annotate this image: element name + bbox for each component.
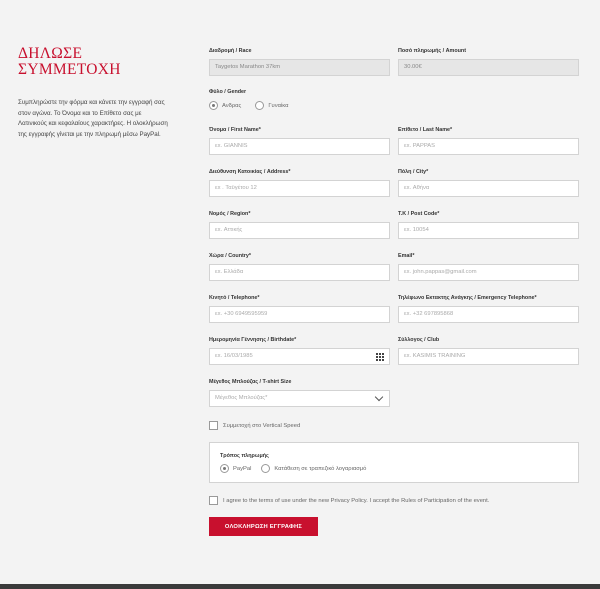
birthdate-placeholder: εx. 16/03/1985 [215, 353, 253, 359]
phone-label: Κινητό / Telephone* [209, 295, 260, 301]
birthdate-label: Ημερομηνία Γέννησης / Birthdate* [209, 337, 297, 343]
city-input[interactable]: εx. Αθήνα [398, 180, 579, 197]
race-input: Taygetos Marathon 37km [209, 59, 390, 76]
amount-input: 30.00€ [398, 59, 579, 76]
submit-registration-button[interactable]: ΟΛΟΚΛΗΡΩΣΗ ΕΓΓΡΑΦΗΣ [209, 517, 318, 536]
gender-label: Φύλο / Gender [209, 89, 247, 95]
phone-field [209, 295, 390, 323]
email-field [398, 253, 579, 281]
gender-options [209, 101, 288, 110]
last-name-field [398, 127, 579, 155]
postcode-input[interactable]: εx. 10054 [398, 222, 579, 239]
checkbox-icon[interactable] [209, 421, 218, 430]
gender-field [209, 89, 288, 110]
country-field [209, 253, 390, 281]
emergency-phone-input[interactable]: εx. +32 697895868 [398, 306, 579, 323]
payment-option-label: Κατάθεση σε τραπεζικό λογαριασμό [274, 465, 367, 472]
payment-options [220, 464, 568, 473]
gender-option-male[interactable] [209, 101, 241, 110]
birthdate-field [209, 337, 390, 365]
page-title [18, 46, 168, 78]
terms-checkbox[interactable] [209, 496, 489, 505]
club-input[interactable]: εx. KASIMIS TRAINING [398, 348, 579, 365]
region-field [209, 211, 390, 239]
payment-method-label: Τρόπος πληρωμής [220, 453, 269, 459]
last-name-label: Επίθετο / Last Name* [398, 127, 453, 133]
first-name-label: Όνομα / First Name* [209, 127, 261, 133]
phone-input[interactable]: εx. +30 6949595959 [209, 306, 390, 323]
country-input[interactable]: εx. Ελλάδα [209, 264, 390, 281]
gender-option-label: Γυναίκα [268, 102, 289, 109]
gender-option-label: Ανδρας [222, 102, 242, 109]
radio-selected-icon[interactable] [220, 464, 229, 473]
address-label: Διεύθυνση Κατοικίας / Address* [209, 169, 291, 175]
radio-selected-icon[interactable] [209, 101, 218, 110]
tshirt-placeholder: Μέγεθος Μπλούζας* [215, 395, 268, 401]
last-name-input[interactable]: εx. PAPPAS [398, 138, 579, 155]
title-line-2: ΣΥΜΜΕΤΟΧΗ [18, 61, 121, 78]
terms-label: I agree to the terms of use under the new Privacy Policy. I accept the Rules of Participation of the event. [223, 497, 490, 504]
address-field [209, 169, 390, 197]
birthdate-input[interactable] [209, 348, 390, 365]
first-name-input[interactable]: εx. GIANNIS [209, 138, 390, 155]
payment-option-bank-transfer[interactable] [261, 464, 366, 473]
club-field [398, 337, 579, 365]
email-label: Email* [398, 253, 415, 259]
city-label: Πόλη / City* [398, 169, 429, 175]
vertical-speed-checkbox[interactable] [209, 421, 300, 430]
tshirt-label: Μέγεθος Μπλούζας / T-shirt Size [209, 379, 292, 385]
footer-bar [0, 584, 600, 589]
checkbox-icon[interactable] [209, 496, 218, 505]
gender-option-female[interactable] [255, 101, 288, 110]
emergency-phone-field [398, 295, 579, 323]
region-input[interactable]: εx. Αττικής [209, 222, 390, 239]
chevron-down-icon [375, 393, 383, 401]
email-input[interactable]: εx. john.pappas@gmail.com [398, 264, 579, 281]
vertical-speed-label: Συμμετοχή στο Vertical Speed [223, 422, 301, 429]
title-line-1: ΔΗΛΩΣΕ [18, 45, 83, 62]
postcode-label: T.K / Post Code* [398, 211, 440, 217]
amount-label: Ποσό πληρωμής / Amount [398, 48, 467, 54]
amount-field [398, 48, 579, 76]
race-label: Διαδρομή / Race [209, 48, 252, 54]
calendar-icon[interactable] [376, 353, 384, 361]
radio-icon[interactable] [261, 464, 270, 473]
region-label: Νομός / Region* [209, 211, 251, 217]
race-field [209, 48, 390, 76]
payment-option-paypal[interactable] [220, 464, 251, 473]
country-label: Χώρα / Country* [209, 253, 251, 259]
intro-description: Συμπληρώστε την φόρμα και κάνετε την εγγραφή σας στον αγώνα. Το Όνομα και το Επίθετο σας με Λατινικούς και κεφαλαίους χαρακτήρες. Η ολοκλήρωση της εγγραφής γίνεται με την πληρωμή μέσω PayPal. [18, 99, 168, 138]
address-input[interactable]: εx . Ταϋγέτου 12 [209, 180, 390, 197]
first-name-field [209, 127, 390, 155]
postcode-field [398, 211, 579, 239]
intro-panel [18, 46, 168, 140]
tshirt-select[interactable] [209, 390, 390, 407]
club-label: Σύλλογος / Club [398, 337, 440, 343]
radio-icon[interactable] [255, 101, 264, 110]
city-field [398, 169, 579, 197]
payment-method-box [209, 442, 579, 483]
payment-option-label: PayPal [233, 465, 252, 472]
emergency-phone-label: Τηλέφωνο Εκτακτης Ανάγκης / Emergency Telephone* [398, 295, 537, 301]
tshirt-field [209, 379, 390, 407]
